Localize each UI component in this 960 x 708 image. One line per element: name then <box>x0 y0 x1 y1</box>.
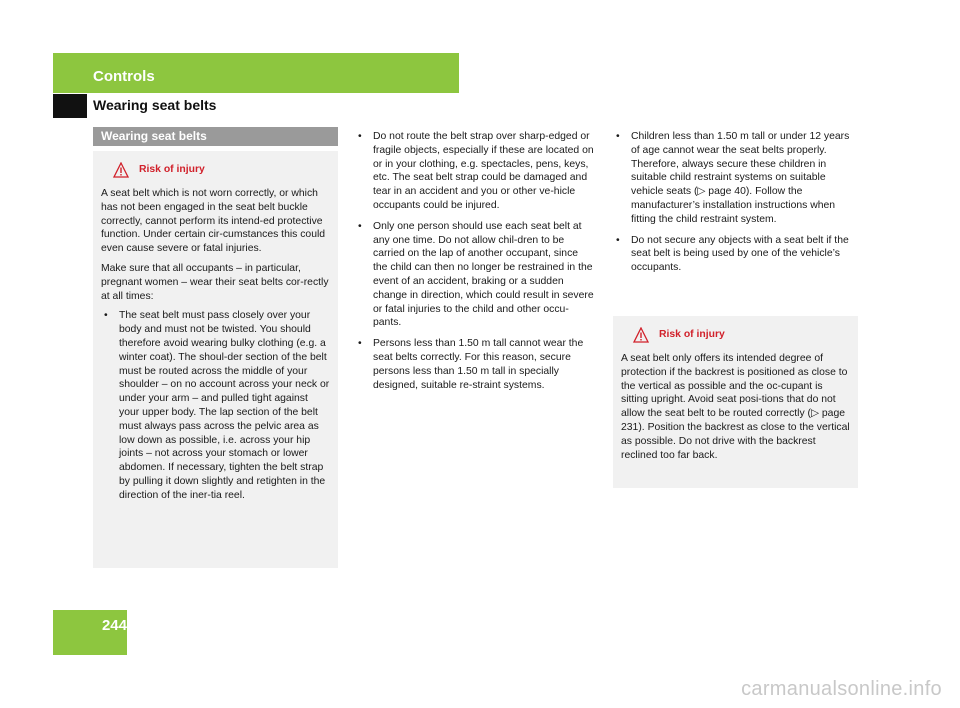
right-column <box>613 130 855 282</box>
warning-title-2: Risk of injury <box>659 329 725 341</box>
middle-column <box>355 130 595 399</box>
right-bullet-list <box>613 130 855 275</box>
list-item <box>355 130 595 213</box>
warning-paragraph: Make sure that all occupants – in particular, pregnant women – wear their seat belts cor-rectly at all times: <box>101 262 329 302</box>
bullet-dot: • <box>616 234 620 246</box>
warning-paragraph: A seat belt which is not worn correctly, or which has not been engaged in the seat belt buckle correctly, cannot perform its intend-ed protective function. Under certain cir-cumstances this could even cause severe or fatal injuries. <box>101 188 326 255</box>
subsection-title: Wearing seat belts <box>93 97 217 113</box>
list-item-text: Only one person should use each seat belt at any one time. Do not allow chil-dren to be carried on the lap of another occupant, since the child can then no longer be restrained in the event of an accident, braking or a sudden change in direction, which could result in severe or fatal injuries to the child and other occu-pants. <box>373 220 594 329</box>
list-item <box>355 220 595 330</box>
warning-title-1: Risk of injury <box>139 164 205 176</box>
section-title: Controls <box>93 68 155 85</box>
warning-triangle-icon <box>633 327 649 343</box>
warning-header-2 <box>621 326 850 344</box>
bullet-dot: • <box>104 310 108 322</box>
list-item-text: Do not secure any objects with a seat belt if the seat belt is being used by one of the vehicle’s occupants. <box>631 234 849 274</box>
bullet-dot: • <box>358 338 362 350</box>
list-item-text: Persons less than 1.50 m tall cannot wear the seat belts correctly. For this reason, secure persons less than 1.50 m tall in specially designed, suitable re-straint systems. <box>373 338 584 391</box>
list-item <box>613 234 855 275</box>
warning-triangle-icon <box>113 162 129 178</box>
heading-bar: Wearing seat belts <box>93 127 338 146</box>
middle-bullet-list <box>355 130 595 392</box>
warning-panel-1 <box>93 151 338 568</box>
warning-header-1 <box>101 161 330 179</box>
list-item <box>613 130 855 227</box>
list-item-text: Children less than 1.50 m tall or under 12 years of age cannot wear the seat belts properly. Therefore, always secure these children in suitable child restraint systems on suitable vehicle seats (▷ page 40). Follow the manufacturer’s installation instructions when fitting the child restraint system. <box>631 131 850 225</box>
bullet-dot: • <box>358 131 362 142</box>
page-number: 244 <box>101 617 127 634</box>
warning-bullet-list <box>101 309 330 502</box>
warning-paragraph: A seat belt only offers its intended degree of protection if the backrest is positioned as close to the vertical as possible and the oc-cupant is sitting upright. Avoid seat posi-tions that do not allow the seat belt to be routed correctly (▷ page 231). Position the backrest as close to the vertical as possible. Do not drive with the backrest reclined too far back. <box>621 353 850 461</box>
list-item-text: Do not route the belt strap over sharp-edged or fragile objects, especially if these are located on or in your clothing, e.g. spectacles, pens, keys, etc. The seat belt strap could be damaged and tear in an accident and you or other ve-hicle occupants could be injured. <box>373 131 594 211</box>
bullet-dot: • <box>358 220 362 232</box>
warning-panel-2 <box>613 316 858 488</box>
watermark: carmanualsonline.info <box>741 678 942 700</box>
bullet-dot: • <box>616 131 620 142</box>
list-item <box>101 309 330 502</box>
list-item-text: The seat belt must pass closely over your body and must not be twisted. You should therefore avoid wearing bulky clothing (e.g. a winter coat). The shoul-der section of the belt must be routed across the middle of your shoulder – on no account across your neck or under your arm – and pulled tight against your upper body. The lap section of the belt must always pass across the pelvic area as low down as possible, i.e. across your hip joints – not across your stomach or lower abdomen. If necessary, tighten the belt strap by pulling it down slightly and retighten in the direction of the iner-tia reel. <box>119 310 330 501</box>
header-black-tab <box>53 94 87 118</box>
list-item <box>355 337 595 392</box>
